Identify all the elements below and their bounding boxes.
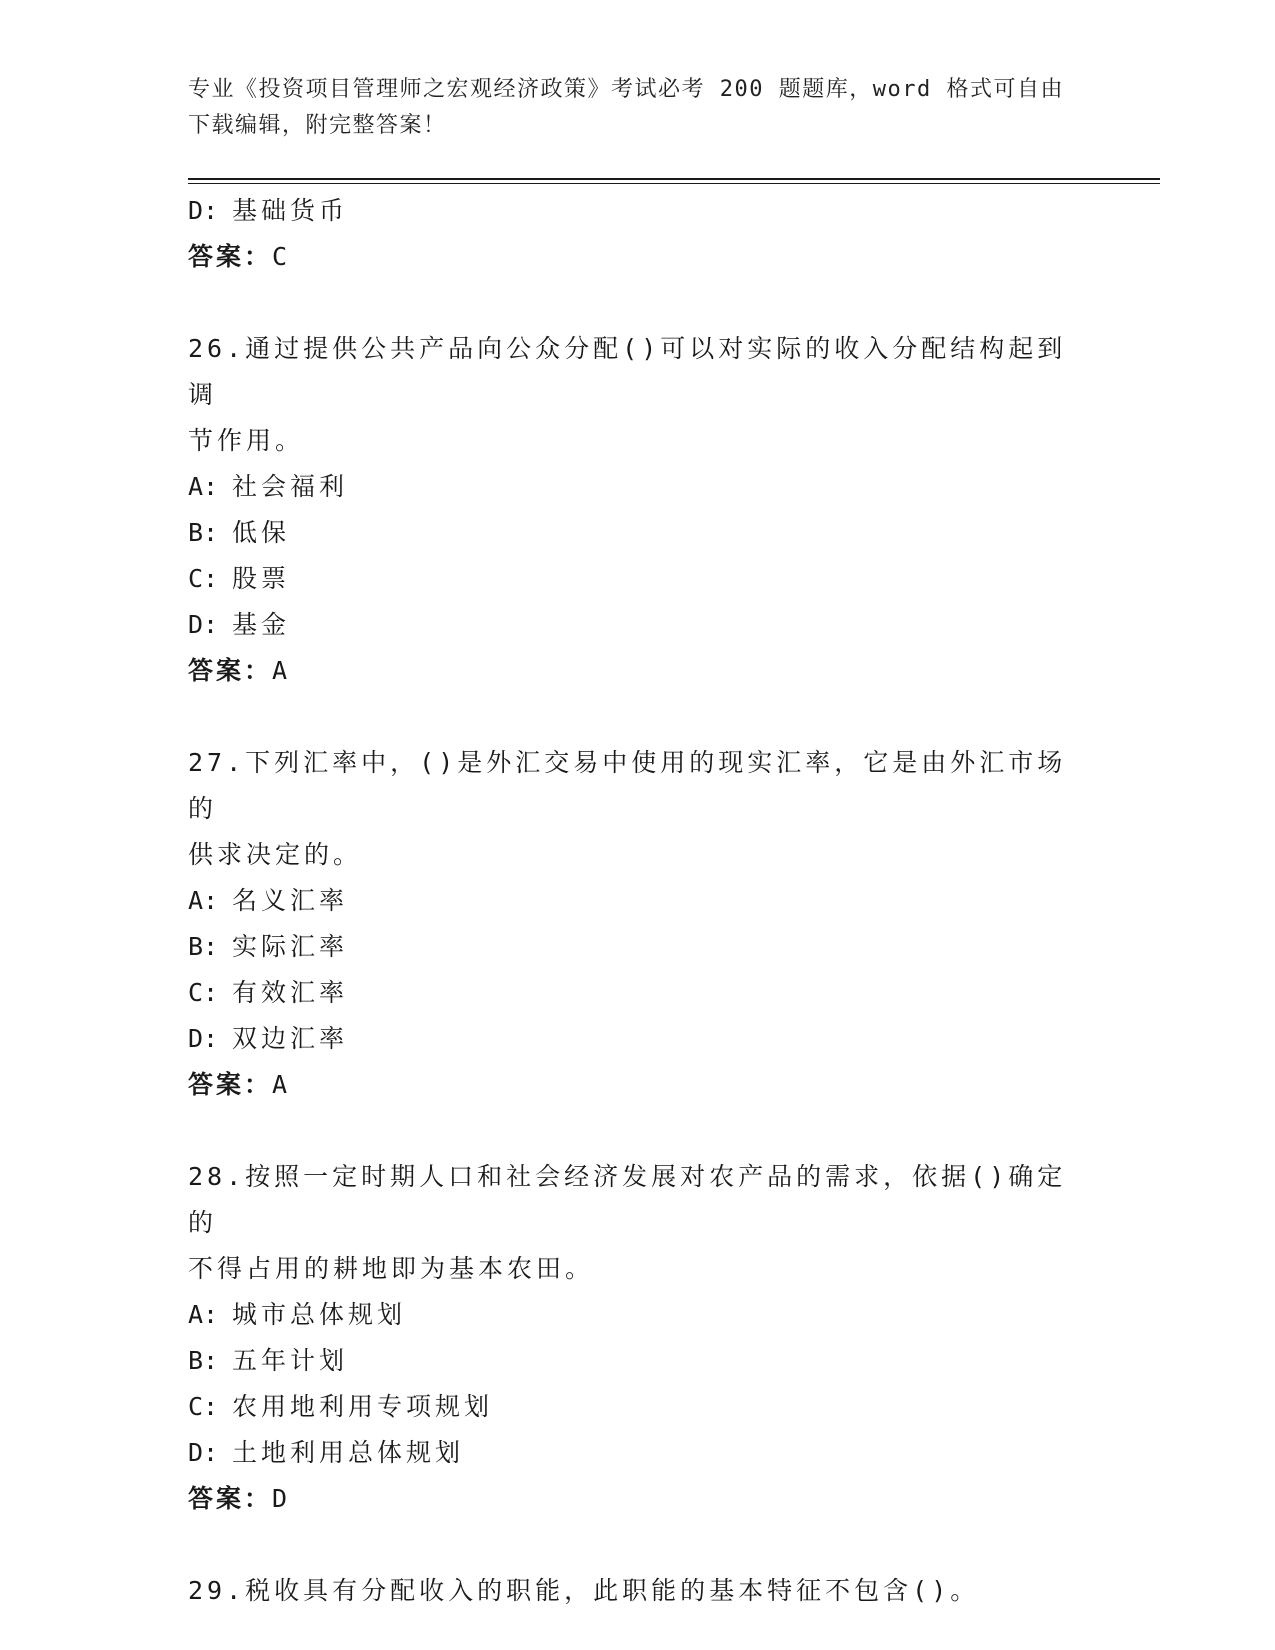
spacer [188,694,1088,740]
option-a [188,878,1088,924]
answer-line [188,1062,1088,1108]
option-d [188,1016,1088,1062]
document-header [188,72,1088,144]
question-text-line-1: 28.按照一定时期人口和社会经济发展对农产品的需求，依据()确定的 [188,1162,1067,1237]
option-c [188,556,1088,602]
option-letter: B: [188,1346,219,1375]
option-a [188,464,1088,510]
option-letter: D: [188,610,219,639]
option-text: 土地利用总体规划 [232,1438,465,1467]
option-text: 实际汇率 [232,932,349,961]
answer-line [188,1476,1088,1522]
answer-label: 答案： [188,1070,273,1099]
header-divider-thick [188,178,1160,180]
option-d [188,188,1088,234]
option-letter: C: [188,1392,219,1421]
question-text-line-1: 29.税收具有分配收入的职能，此职能的基本特征不包含()。 [188,1576,980,1605]
option-text: 五年计划 [232,1346,349,1375]
spacer [188,1108,1088,1154]
option-letter: A: [188,1300,219,1329]
option-text: 低保 [232,518,291,547]
spacer [188,1522,1088,1568]
option-letter: A: [188,886,219,915]
option-text: 股票 [232,564,291,593]
option-b [188,1338,1088,1384]
question-28 [188,1154,1088,1522]
option-text: 基金 [232,610,291,639]
question-text-line-1: 27.下列汇率中，()是外汇交易中使用的现实汇率，它是由外汇市场的 [188,748,1067,823]
option-letter: C: [188,564,219,593]
question-26 [188,326,1088,694]
option-letter: C: [188,978,219,1007]
header-divider-thin [188,183,1160,184]
option-b [188,924,1088,970]
answer-label: 答案： [188,1484,273,1513]
option-c [188,1384,1088,1430]
answer-value: D [272,1484,291,1513]
option-text: 基础货币 [232,196,349,225]
question-text-line-2: 不得占用的耕地即为基本农田。 [188,1254,595,1283]
answer-label: 答案： [188,242,273,271]
header-line-1: 专业《投资项目管理师之宏观经济政策》考试必考 200 题题库，word 格式可自由 [188,77,1064,102]
answer-line [188,648,1088,694]
answer-line [188,234,1088,280]
answer-value: C [272,242,291,271]
question-text-line-2: 节作用。 [188,426,305,455]
option-a [188,1292,1088,1338]
option-letter: B: [188,932,219,961]
option-letter: D: [188,196,219,225]
option-letter: D: [188,1438,219,1467]
option-text: 农用地利用专项规划 [232,1392,494,1421]
option-letter: A: [188,472,219,501]
option-text: 社会福利 [232,472,349,501]
question-27 [188,740,1088,1108]
option-d [188,602,1088,648]
option-text: 城市总体规划 [232,1300,407,1329]
option-b [188,510,1088,556]
option-c [188,970,1088,1016]
option-text: 名义汇率 [232,886,349,915]
question-text-line-2: 供求决定的。 [188,840,363,869]
option-text: 有效汇率 [232,978,349,1007]
answer-value: A [272,656,291,685]
option-text: 双边汇率 [232,1024,349,1053]
option-letter: D: [188,1024,219,1053]
document-body [188,188,1088,1614]
option-d [188,1430,1088,1476]
question-29 [188,1568,1088,1614]
header-line-2: 下载编辑，附完整答案！ [188,113,447,138]
option-letter: B: [188,518,219,547]
answer-value: A [272,1070,291,1099]
spacer [188,280,1088,326]
answer-label: 答案： [188,656,273,685]
question-text-line-1: 26.通过提供公共产品向公众分配()可以对实际的收入分配结构起到调 [188,334,1067,409]
